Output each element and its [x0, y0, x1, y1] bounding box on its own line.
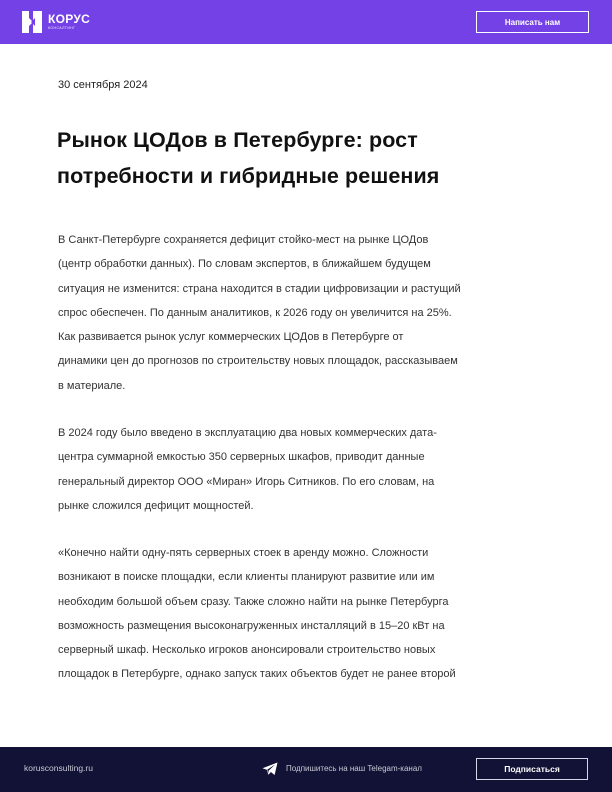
korus-logo[interactable]: [22, 10, 90, 34]
article-date: 30 сентября 2024: [58, 79, 148, 91]
text-line: спрос обеспечен. По данным аналитиков, к 2026 году он увеличится на 25%.: [58, 306, 452, 319]
logo-subtitle: КОНСАЛТИНГ: [48, 26, 76, 31]
article-paragraph-2: [58, 421, 568, 518]
footer-bar: [0, 747, 612, 792]
text-line: необходим большой объем сразу. Также сложно найти на рынке Петербурга: [58, 595, 449, 608]
article-paragraph-3-quote: [58, 541, 568, 687]
logo-name: КОРУС: [48, 12, 91, 27]
text-line: возникают в поиске площадки, если клиенты планируют развитие или им: [58, 571, 435, 584]
telegram-icon[interactable]: [262, 762, 278, 776]
text-line: центра суммарной емкостью 350 серверных шкафов, приводит данные: [58, 451, 425, 464]
text-line: рынке сложился дефицит мощностей.: [58, 499, 254, 512]
text-line: площадок в Петербурге, однако запуск таких объектов будет не ранее второй: [58, 668, 456, 681]
text-line: В 2024 году было введено в эксплуатацию два новых коммерческих дата-: [58, 427, 437, 439]
korus-logo-icon: [22, 11, 42, 33]
text-line: В Санкт-Петербурге сохраняется дефицит стойко-мест на рынке ЦОДов: [58, 234, 429, 246]
text-line: в материале.: [58, 379, 126, 392]
header-bar: [0, 0, 612, 44]
text-line: (центр обработки данных). По словам экспертов, в ближайшем будущем: [58, 258, 431, 271]
text-line: серверный шкаф. Несколько игроков анонсировали строительство новых: [58, 644, 436, 657]
site-link[interactable]: korusconsulting.ru: [24, 763, 93, 773]
article-title: [57, 122, 567, 194]
text-line: ситуация не изменится: страна находится в стадии цифровизации и растущий: [58, 282, 461, 295]
text-line: Как развивается рынок услуг коммерческих ЦОДов в Петербурге от: [58, 331, 404, 344]
text-line: динамики цен до прогнозов по строительству новых площадок, рассказываем: [58, 355, 458, 368]
text-line: «Конечно найти одну-пять серверных стоек в аренду можно. Сложности: [58, 547, 429, 559]
title-line: потребности и гибридные решения: [57, 164, 440, 188]
contact-us-button[interactable]: Написать нам: [476, 11, 589, 33]
article-paragraph-1: [58, 228, 568, 398]
telegram-subscribe-text[interactable]: Подпишитесь на наш Telegam-канал: [286, 764, 422, 773]
text-line: возможность размещения высоконагруженных инсталляций в 15–20 кВт на: [58, 619, 445, 632]
subscribe-button[interactable]: Подписаться: [476, 758, 588, 780]
title-line: Рынок ЦОДов в Петербурге: рост: [57, 128, 418, 152]
text-line: генеральный директор ООО «Миран» Игорь Ситников. По его словам, на: [58, 475, 435, 488]
